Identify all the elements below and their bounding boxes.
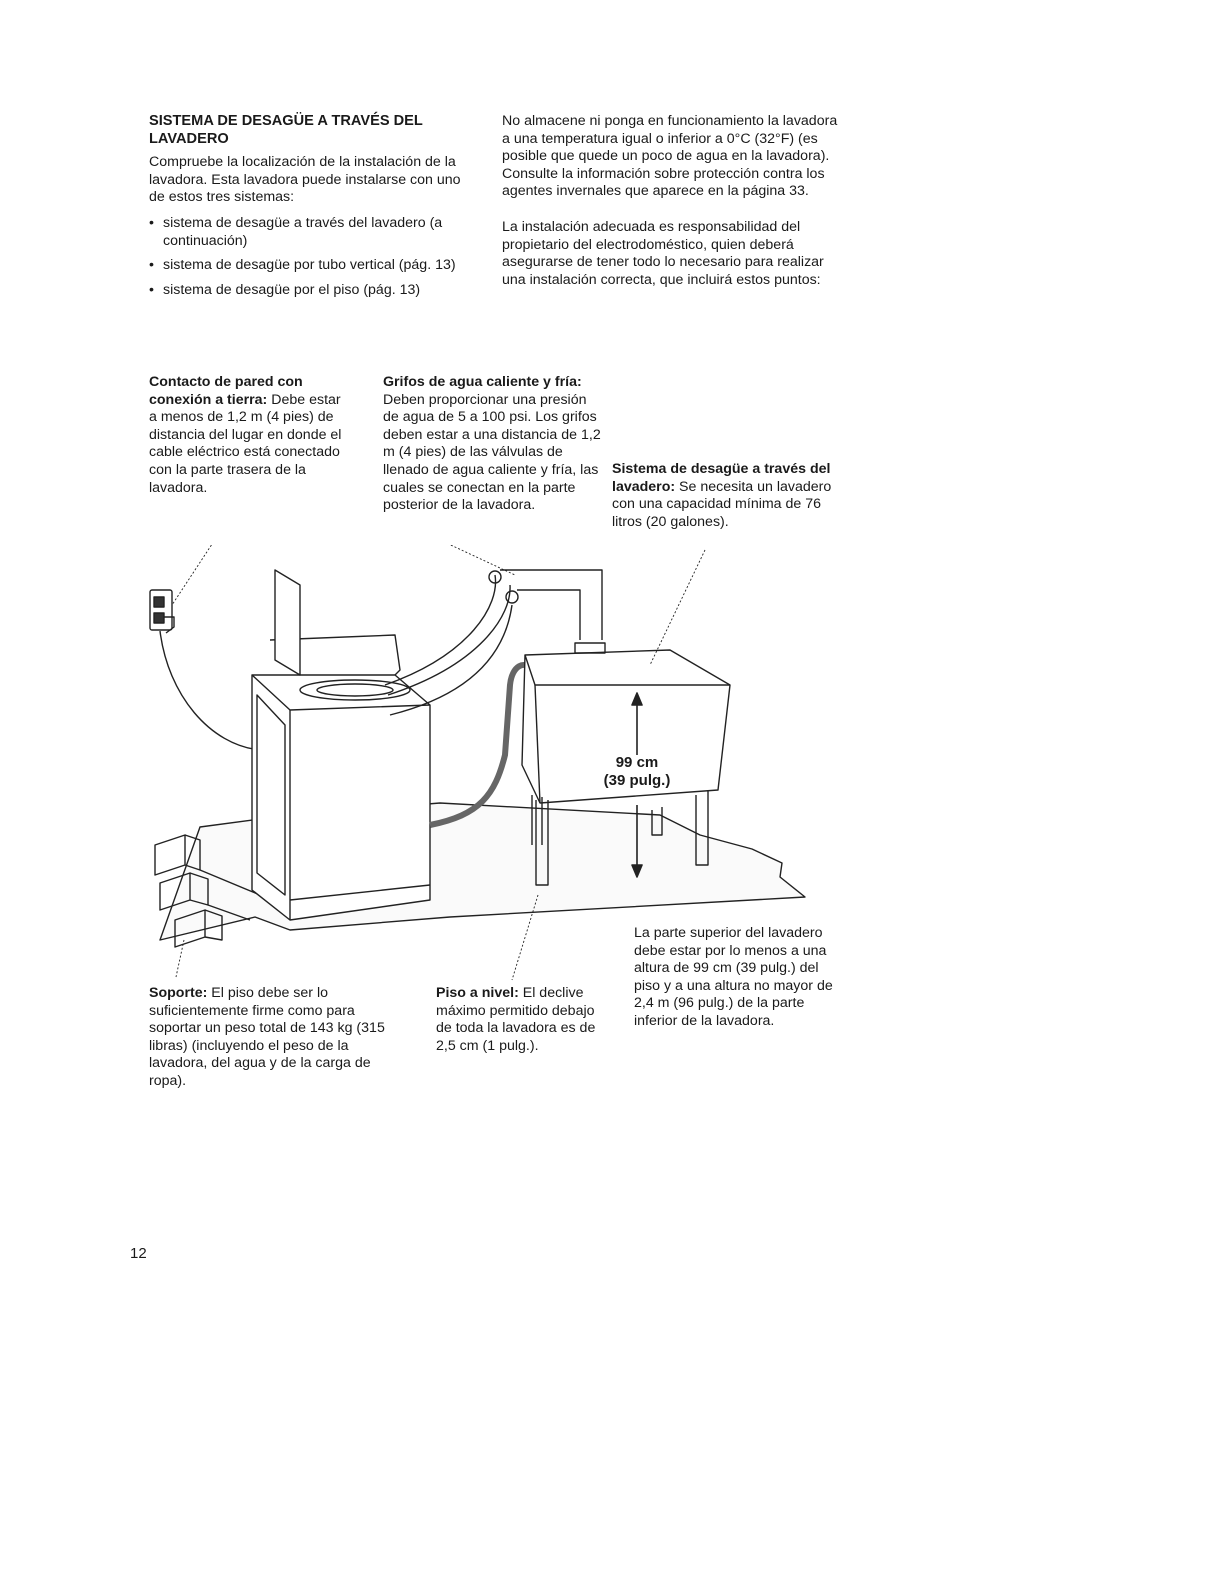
tub-height-callout-body: La parte superior del lavadero debe estar por lo menos a una altura de 99 cm (39 pulg.) del piso y a una altura no mayor de 2,4 m (96 pulg.) de la parte inferior de la lavadora. [634,925,833,1029]
list-item: • sistema de desagüe por el piso (pág. 13) [149,282,469,300]
faucets-callout-title: Grifos de agua caliente y fría: [383,374,582,390]
drain-hose [430,665,532,825]
faucets-callout [383,374,603,515]
washer-lid [275,570,300,675]
faucets-callout-body: Deben proporcionar una presión de agua de 5 a 100 psi. Los grifos deben estar a una distancia de 1,2 m (4 pies) de las válvulas de llenado de agua caliente y fría, las cuales se conectan en la parte posterior de la lavadora. [383,391,601,514]
support-callout-title: Soporte: [149,985,208,1001]
list-item: • sistema de desagüe a través del lavadero (a continuación) [149,215,469,250]
list-item: • sistema de desagüe por tubo vertical (pág. 13) [149,257,469,275]
outlet-callout-title: Contacto de pared con conexión a tierra: [149,374,303,408]
laundry-tub-callout [612,461,850,531]
left-column [149,113,469,306]
dimension-label-line1: 99 cm [615,754,659,771]
dimension-label-line2: (39 pulg.) [603,772,671,789]
intro-paragraph: Compruebe la localización de la instalación de la lavadora. Esta lavadora puede instalarse con uno de estos tres sistemas: [149,154,461,206]
level-floor-callout [436,985,611,1055]
right-column [502,113,840,289]
washer-laundry-tub-diagram [140,545,820,985]
storage-warning-paragraph: No almacene ni ponga en funcionamiento la lavadora a una temperatura igual o inferior a 0°C (32°F) (es posible que quede un poco de agua en la lavadora). Consulte la información sobre protección contra los agentes invernales que aparece en la página 33. [502,113,838,200]
page-number: 12 [130,1245,147,1262]
wall-outlet [150,590,174,633]
laundry-tub-callout-title: Sistema de desagüe a través del lavadero: [612,461,831,495]
level-floor-callout-body: El declive máximo permitido debajo de toda la lavadora es de 2,5 cm (1 pulg.). [436,985,596,1054]
section-heading: SISTEMA DE DESAGÜE A TRAVÉS DEL LAVADERO [149,113,423,147]
washer [252,570,430,920]
dimension-label [597,754,677,790]
outlet-callout [149,374,349,497]
level-floor-callout-title: Piso a nivel: [436,985,519,1001]
drain-system-list [149,215,469,299]
laundry-tub-callout-body: Se necesita un lavadero con una capacidad mínima de 76 litros (20 galones). [612,478,832,530]
outlet-callout-body: Debe estar a menos de 1,2 m (4 pies) de distancia del lugar en donde el cable eléctrico está conectado con la parte trasera de la lavadora. [149,391,342,496]
installation-paragraph: La instalación adecuada es responsabilidad del propietario del electrodoméstico, quien deberá asegurarse de tener todo lo necesario para realizar una instalación correcta, que incluirá estos puntos: [502,218,824,288]
tub-height-callout [634,925,834,1031]
support-callout-body: El piso debe ser lo suficientemente firme como para soportar un peso total de 143 kg (315 libras) (incluyendo el peso de la lavadora, del agua y de la carga de ropa). [149,985,385,1089]
power-cord [160,631,260,750]
support-callout [149,985,399,1091]
